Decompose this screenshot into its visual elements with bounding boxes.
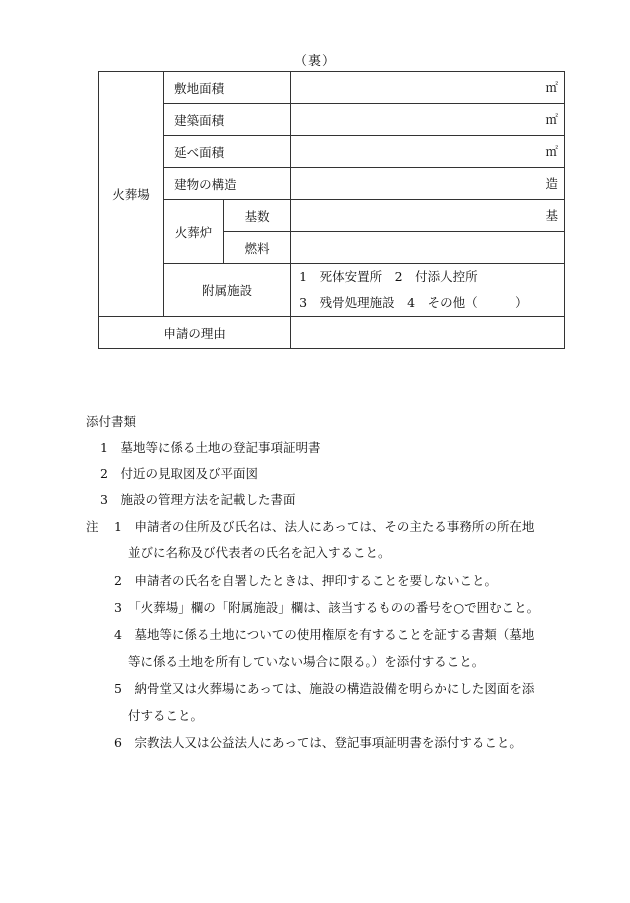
note-5-line-2: 付すること。: [128, 708, 204, 723]
furnace-count-field[interactable]: [291, 200, 565, 232]
furnace-fuel-field[interactable]: [291, 232, 565, 264]
furnace-label: 火葬炉: [164, 200, 224, 264]
attachments-heading: 添付書類: [86, 414, 137, 429]
building-area-unit: ㎡: [545, 112, 558, 127]
facilities-label: 附属施設: [164, 264, 291, 317]
site-area-field[interactable]: [291, 72, 565, 104]
floor-area-label: 延べ面積: [164, 136, 291, 168]
attachment-item: 1 墓地等に係る土地の登記事項証明書: [100, 440, 321, 455]
structure-unit: 造: [545, 176, 558, 191]
note-3: 3 「火葬場」欄の「附属施設」欄は、該当するものの番号を○で囲むこと。: [114, 600, 540, 615]
note-5-line-1: 5 納骨堂又は火葬場にあっては、施設の構造設備を明らかにした図面を添: [114, 681, 535, 696]
furnace-count-label: 基数: [224, 200, 291, 232]
facilities-line-2: 3 残骨処理施設 4 その他（ ）: [299, 295, 528, 310]
facilities-line-1: 1 死体安置所 2 付添人控所: [299, 269, 478, 284]
structure-label: 建物の構造: [164, 168, 291, 200]
note-4-line-2: 等に係る土地を所有していない場合に限る。）を添付すること。: [128, 654, 485, 669]
note-6: 6 宗教法人又は公益法人にあっては、登記事項証明書を添付すること。: [114, 735, 522, 750]
notes-prefix: 注: [86, 519, 99, 534]
floor-area-field[interactable]: [291, 136, 565, 168]
furnace-fuel-label: 燃料: [224, 232, 291, 264]
furnace-count-unit: 基: [545, 208, 558, 223]
note-1-line-2: 並びに名称及び代表者の氏名を記入すること。: [128, 545, 391, 560]
crematorium-label: 火葬場: [99, 72, 164, 317]
attachment-item: 2 付近の見取図及び平面図: [100, 466, 258, 481]
attachment-item: 3 施設の管理方法を記載した書面: [100, 492, 296, 507]
site-area-unit: ㎡: [545, 80, 558, 95]
crematorium-form-table: [98, 71, 565, 349]
reason-label: 申請の理由: [99, 317, 291, 349]
page-side-label: （裏）: [293, 54, 336, 69]
reason-field[interactable]: [291, 317, 565, 349]
note-1-line-1: 1 申請者の住所及び氏名は、法人にあっては、その主たる事務所の所在地: [114, 519, 535, 534]
facilities-options[interactable]: [291, 264, 565, 317]
structure-field[interactable]: [291, 168, 565, 200]
note-4-line-1: 4 墓地等に係る土地についての使用権原を有することを証する書類（墓地: [114, 627, 535, 642]
building-area-label: 建築面積: [164, 104, 291, 136]
floor-area-unit: ㎡: [545, 144, 558, 159]
note-2: 2 申請者の氏名を自署したときは、押印することを要しないこと。: [114, 573, 497, 588]
site-area-label: 敷地面積: [164, 72, 291, 104]
building-area-field[interactable]: [291, 104, 565, 136]
